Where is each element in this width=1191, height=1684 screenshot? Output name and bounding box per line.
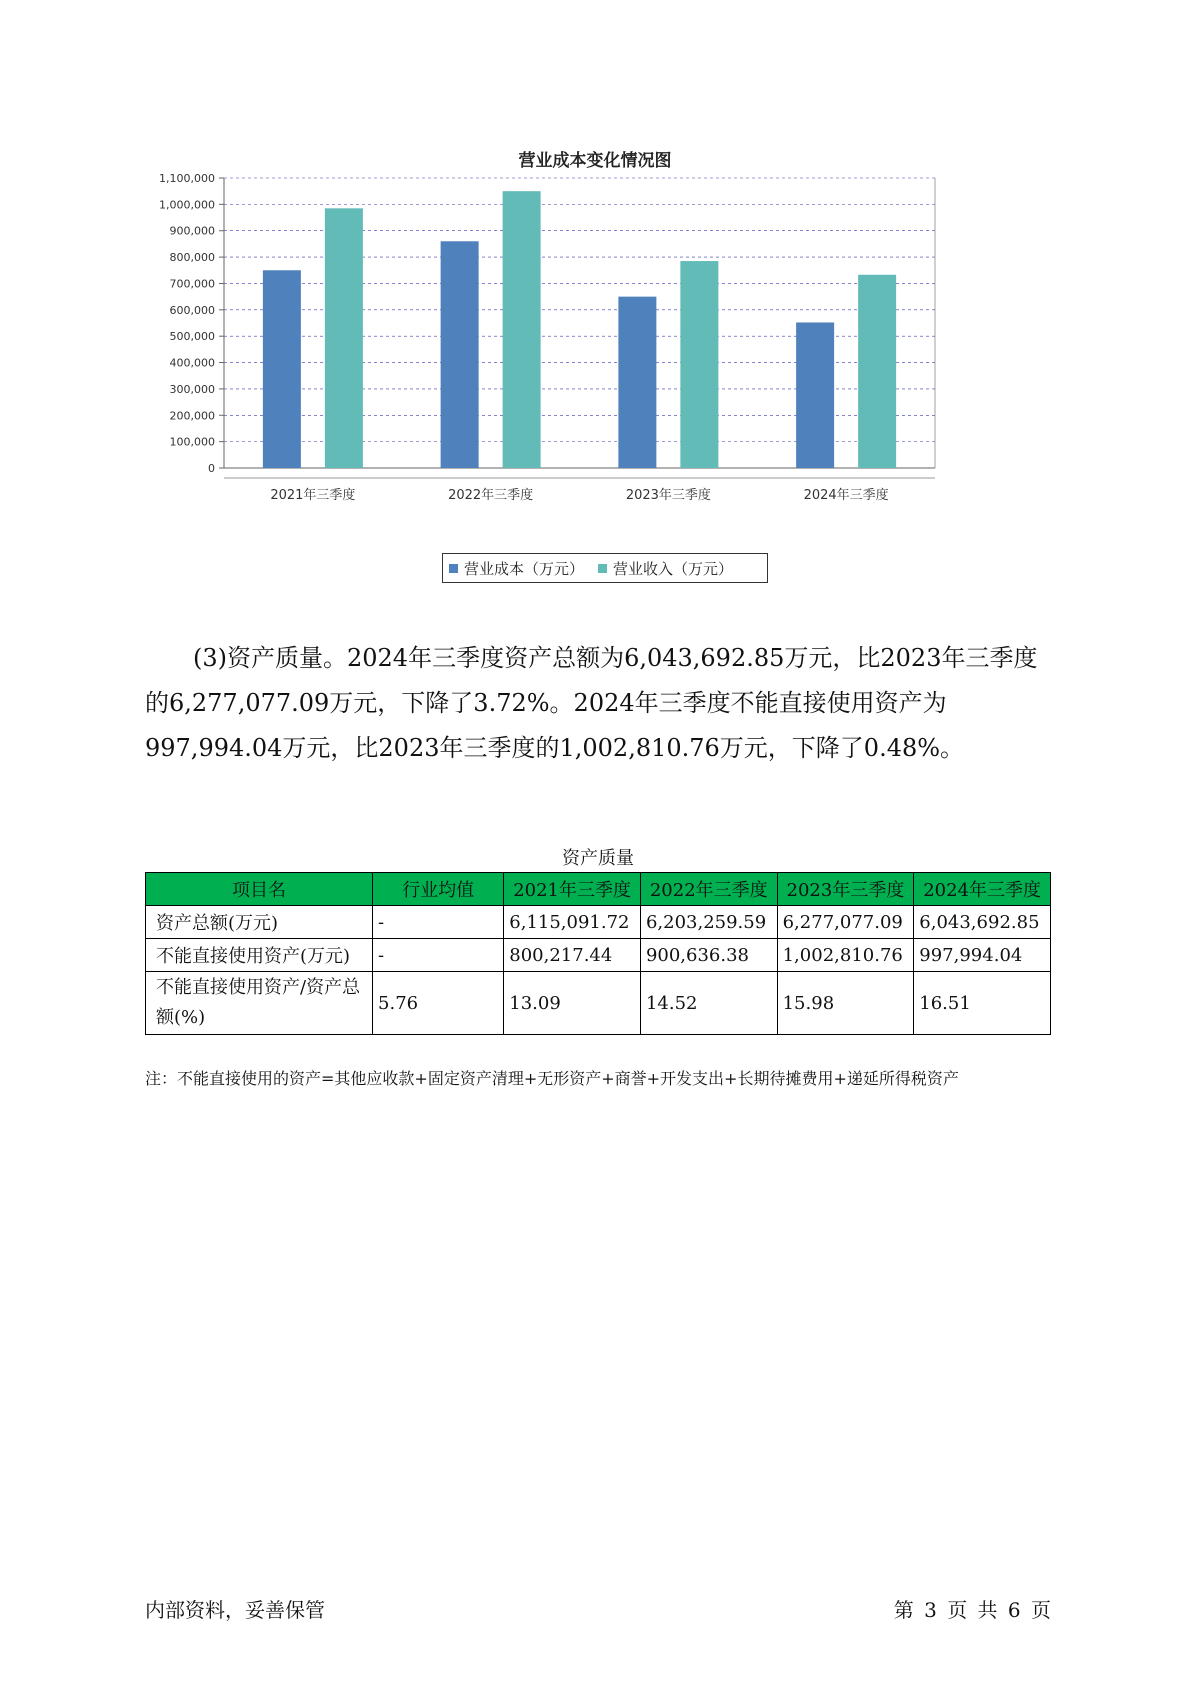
- table-caption: 资产质量: [562, 848, 634, 869]
- chart-legend: [442, 553, 768, 583]
- cell: 6,043,692.85: [914, 906, 1051, 939]
- cell: 6,277,077.09: [777, 906, 914, 939]
- asset-quality-table: [145, 872, 1051, 1035]
- y-tick-label: 600,000: [169, 303, 215, 317]
- cell: 13.09: [504, 972, 641, 1035]
- legend-item-revenue: [598, 558, 733, 579]
- bar-cost: [263, 270, 301, 468]
- table-row: [146, 906, 1051, 939]
- cell: -: [373, 939, 504, 972]
- asset-quality-paragraph: [145, 636, 1045, 771]
- legend-swatch-cost: [449, 564, 458, 573]
- chart-title: 营业成本变化情况图: [518, 151, 672, 171]
- y-tick-label: 200,000: [169, 409, 215, 423]
- bar-revenue: [325, 208, 363, 468]
- row-label: 资产总额(万元): [146, 906, 373, 939]
- x-tick-label: 2021年三季度: [270, 488, 356, 503]
- cell: 997,994.04: [914, 939, 1051, 972]
- header-item: 项目名: [146, 873, 373, 906]
- y-tick-label: 800,000: [169, 251, 215, 265]
- cell: -: [373, 906, 504, 939]
- legend-label-cost: 营业成本（万元）: [464, 559, 585, 578]
- y-tick-label: 100,000: [169, 435, 215, 449]
- y-tick-label: 1,000,000: [159, 198, 215, 212]
- paragraph-text: (3)资产质量。2024年三季度资产总额为6,043,692.85万元，比2023年三季度的6,277,077.09万元，下降了3.72%。2024年三季度不能直接使用资产为997,994.04万元，比2023年三季度的1,002,810.76万元，下降了0.48%。: [145, 644, 1038, 762]
- table-header-row: [146, 873, 1051, 906]
- cell: 900,636.38: [640, 939, 777, 972]
- x-tick-label: 2022年三季度: [448, 488, 534, 503]
- footer-confidential: 内部资料，妥善保管: [145, 1598, 325, 1622]
- y-tick-label: 500,000: [169, 330, 215, 344]
- cell: 800,217.44: [504, 939, 641, 972]
- footer-page-number: 第 3 页 共 6 页: [893, 1598, 1051, 1622]
- header-2022: 2022年三季度: [640, 873, 777, 906]
- cell: 15.98: [777, 972, 914, 1035]
- header-industry-avg: 行业均值: [373, 873, 504, 906]
- y-tick-label: 300,000: [169, 382, 215, 396]
- y-tick-label: 700,000: [169, 277, 215, 291]
- table-row: [146, 972, 1051, 1035]
- table-note: 注：不能直接使用的资产=其他应收款+固定资产清理+无形资产+商誉+开发支出+长期待摊费用+递延所得税资产: [145, 1069, 959, 1088]
- bar-revenue: [680, 261, 718, 468]
- table-row: [146, 939, 1051, 972]
- y-tick-label: 0: [208, 462, 215, 475]
- legend-label-revenue: 营业收入（万元）: [613, 559, 734, 578]
- cell: 16.51: [914, 972, 1051, 1035]
- cell: 6,115,091.72: [504, 906, 641, 939]
- y-tick-label: 900,000: [169, 224, 215, 238]
- x-tick-label: 2024年三季度: [803, 488, 889, 503]
- header-2024: 2024年三季度: [914, 873, 1051, 906]
- bar-cost: [441, 241, 479, 468]
- chart-svg: [159, 140, 1025, 550]
- y-tick-label: 400,000: [169, 356, 215, 370]
- row-label: 不能直接使用资产(万元): [146, 939, 373, 972]
- header-2023: 2023年三季度: [777, 873, 914, 906]
- cost-chart: [159, 140, 1025, 600]
- bar-revenue: [503, 191, 541, 468]
- header-2021: 2021年三季度: [504, 873, 641, 906]
- cell: 6,203,259.59: [640, 906, 777, 939]
- bar-cost: [796, 322, 834, 468]
- row-label: 不能直接使用资产/资产总额(%): [146, 972, 373, 1035]
- bar-cost: [618, 297, 656, 468]
- x-tick-label: 2023年三季度: [625, 488, 711, 503]
- cell: 1,002,810.76: [777, 939, 914, 972]
- bar-revenue: [858, 275, 896, 468]
- legend-swatch-revenue: [598, 564, 607, 573]
- legend-item-cost: [449, 558, 584, 579]
- y-tick-label: 1,100,000: [159, 172, 215, 185]
- cell: 14.52: [640, 972, 777, 1035]
- cell: 5.76: [373, 972, 504, 1035]
